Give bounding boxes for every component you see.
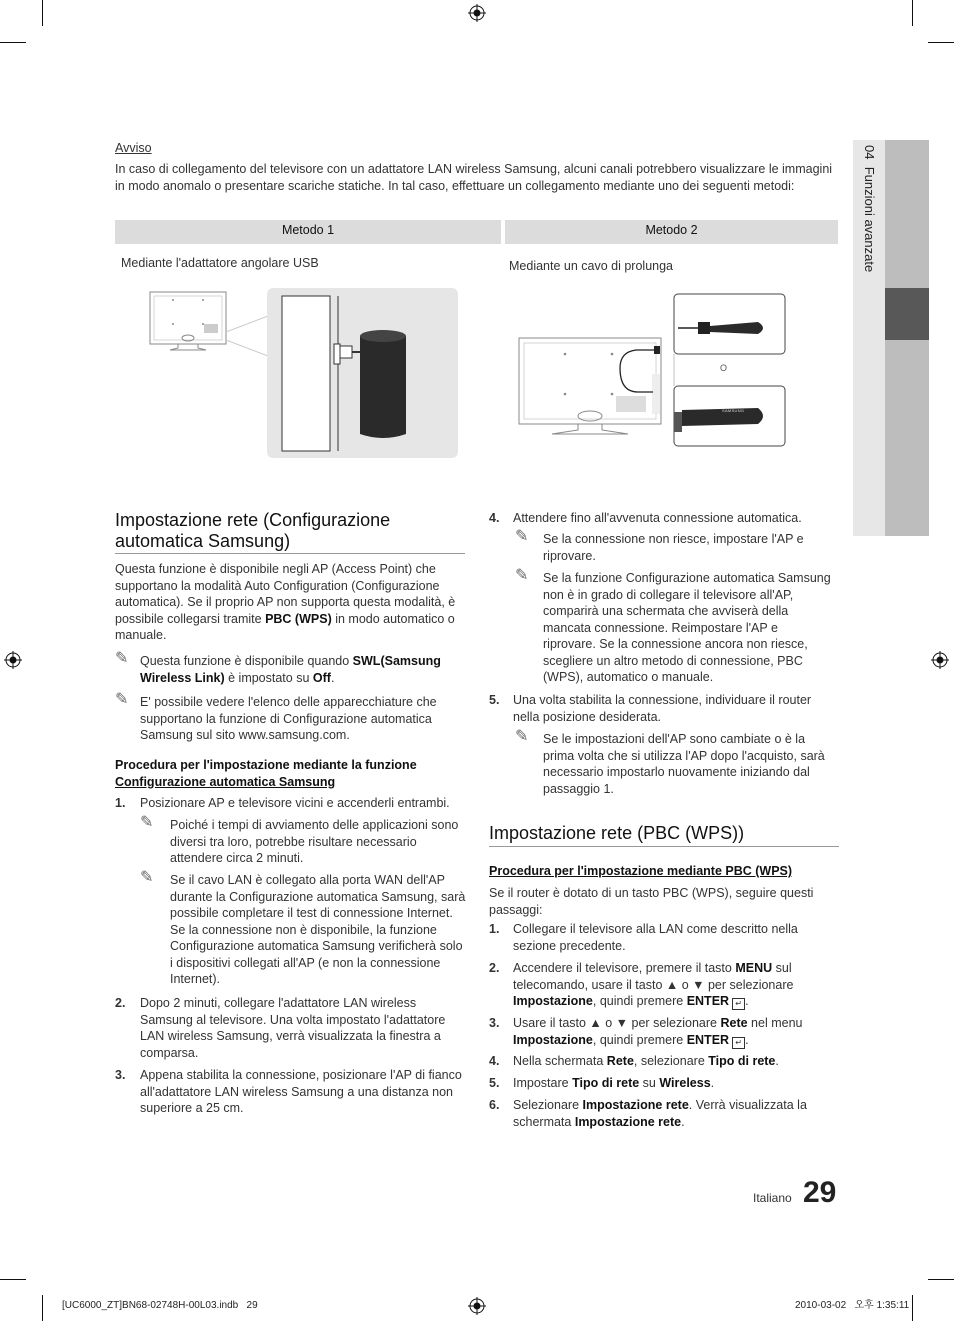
step-number: 6. — [489, 1098, 500, 1112]
step-number: 2. — [489, 961, 500, 975]
registration-mark-icon — [931, 651, 949, 669]
crop-mark — [42, 0, 43, 26]
enter-icon: ↵ — [732, 1037, 745, 1049]
heading-rule — [489, 846, 839, 847]
crop-mark — [0, 1279, 26, 1280]
footer-datetime: 2010-03-02 오후 1:35:11 — [795, 1300, 910, 1311]
step-number: 2. — [115, 996, 126, 1010]
step-1-note-2: Se il cavo LAN è collegato alla porta WAN dell'AP durante la Configurazione automatica Samsung, sarà possibile completare il test di connessione Internet. Se la connessione non è disponibile, la funzione Configurazione automatica Samsung verificherà solo i dispositivi collegati all'AP (e non la connessione Internet). — [170, 873, 466, 986]
pbc-step-4: Nella schermata Rete, selezionare Tipo di rete. — [513, 1054, 779, 1068]
sidebar-chapter-title: 04 Funzioni avanzate — [862, 145, 877, 273]
crop-mark — [928, 42, 954, 43]
pbc-step-6: Selezionare Impostazione rete. Verrà visualizzata la schermata Impostazione rete. — [513, 1098, 807, 1129]
pbc-step-3: Usare il tasto ▲ o ▼ per selezionare Rete nel menu Impostazione, quindi premere ENTER ↵ . — [513, 1016, 803, 1047]
method2-header: Metodo 2 — [505, 220, 838, 244]
step-number: 5. — [489, 693, 500, 707]
note-pencil-icon: ✎ — [515, 528, 529, 545]
heading-rule — [115, 553, 465, 554]
notice-body: In caso di collegamento del televisore con un adattatore LAN wireless Samsung, alcuni canali potrebbero visualizzare le immagini in modo anomalo o presentare scariche statiche. In tal caso, effettuare un collegamento mediante uno dei seguenti metodi: — [115, 162, 833, 193]
auto-config-heading: Impostazione rete (Configurazione automatica Samsung) — [115, 510, 391, 551]
step-5-note: Se le impostazioni dell'AP sono cambiate o è la prima volta che si utilizza l'AP dopo l'acquisto, sarà necessario impostarlo nuovamente iniziando dal passaggio 1. — [543, 732, 825, 796]
sidebar-band — [885, 140, 929, 288]
pbc-procedure-title: Procedura per l'impostazione mediante PBC (WPS) — [489, 864, 793, 878]
step-4-text: Attendere fino all'avvenuta connessione automatica. — [513, 511, 802, 525]
footer-file: [UC6000_ZT]BN68-02748H-00L03.indb 29 — [62, 1300, 258, 1311]
pbc-step-2: Accendere il televisore, premere il tasto MENU sul telecomando, usare il tasto ▲ o ▼ per selezionare Impostazione, quindi premere ENTER ↵ . — [513, 961, 794, 1008]
note-pencil-icon: ✎ — [140, 814, 154, 831]
step-3-text: Appena stabilita la connessione, posizionare l'AP di fianco all'adattatore LAN wireless Samsung a una distanza non superiore a 25 cm. — [140, 1068, 462, 1115]
note-pencil-icon: ✎ — [515, 728, 529, 745]
footer-language: Italiano — [753, 1191, 792, 1205]
registration-mark-icon — [468, 1297, 486, 1315]
pbc-step-5: Impostare Tipo di rete su Wireless. — [513, 1076, 715, 1090]
step-1-note-1: Poiché i tempi di avviamento delle applicazioni sono diversi tra loro, potrebbe risultare necessario attendere circa 2 minuti. — [170, 818, 459, 865]
usb-angle-adapter-illustration — [148, 286, 460, 460]
method2-description: Mediante un cavo di prolunga — [509, 259, 674, 273]
step-number: 3. — [115, 1068, 126, 1082]
extension-cable-illustration — [518, 292, 788, 452]
pbc-heading: Impostazione rete (PBC (WPS)) — [489, 823, 745, 843]
step-number: 4. — [489, 1054, 500, 1068]
note-pencil-icon: ✎ — [115, 650, 129, 667]
sidebar-band — [885, 340, 929, 536]
note-samsung-site: E' possibile vedere l'elenco delle apparecchiature che supportano la funzione di Configurazione automatica Samsung sul sito www.samsung.com. — [140, 695, 437, 742]
method1-description: Mediante l'adattatore angolare USB — [121, 256, 319, 270]
note-pencil-icon: ✎ — [115, 691, 129, 708]
step-5-text: Una volta stabilita la connessione, individuare il router nella posizione desiderata. — [513, 693, 812, 724]
step-2-text: Dopo 2 minuti, collegare l'adattatore LAN wireless Samsung al televisore. Una volta impostato l'adattatore LAN wireless Samsung, verrà visualizzata la finestra a comparsa. — [140, 996, 446, 1060]
notice-title: Avviso — [115, 141, 152, 155]
note-swl: Questa funzione è disponibile quando SWL(Samsung Wireless Link) è impostato su Off. — [140, 654, 441, 685]
sidebar-active-band — [885, 288, 929, 340]
step-number: 5. — [489, 1076, 500, 1090]
registration-mark-icon — [468, 4, 486, 22]
step-number: 1. — [115, 796, 126, 810]
step-4-note-1: Se la connessione non riesce, impostare l'AP e riprovare. — [543, 532, 804, 563]
crop-mark — [912, 0, 913, 26]
crop-mark — [0, 42, 26, 43]
crop-mark — [928, 1279, 954, 1280]
step-4-note-2: Se la funzione Configurazione automatica Samsung non è in grado di collegare il televisore all'AP, comparirà una schermata che avviserà della mancata connessione. Reimpostare l'AP e riprovare. Se la connessione ancora non riesce, scegliere un altro metodo di connessione, PBC (WPS), automatico o manuale. — [543, 571, 831, 684]
or-label: O — [720, 363, 728, 373]
auto-config-intro: Questa funzione è disponibile negli AP (Access Point) che supportano la modalità Auto Configuration (Configurazione automatica). Se il proprio AP non supporta questa modalità, è possibile collegarsi tramite PBC (WPS) in modo automatico o manuale. — [115, 562, 456, 642]
samsung-logo-label: SAMSUNG — [722, 408, 745, 413]
step-number: 1. — [489, 922, 500, 936]
note-pencil-icon: ✎ — [140, 869, 154, 886]
method1-header: Metodo 1 — [115, 220, 501, 244]
registration-mark-icon — [4, 651, 22, 669]
note-pencil-icon: ✎ — [515, 567, 529, 584]
step-1-text: Posizionare AP e televisore vicini e accenderli entrambi. — [140, 796, 450, 810]
step-number: 4. — [489, 511, 500, 525]
page-number: 29 — [803, 1176, 837, 1209]
enter-icon: ↵ — [732, 998, 745, 1010]
pbc-step-1: Collegare il televisore alla LAN come descritto nella sezione precedente. — [513, 922, 798, 953]
step-number: 3. — [489, 1016, 500, 1030]
crop-mark — [42, 1295, 43, 1321]
auto-config-procedure-title: Procedura per l'impostazione mediante la funzione Configurazione automatica Samsung — [115, 758, 417, 789]
pbc-intro: Se il router è dotato di un tasto PBC (WPS), seguire questi passaggi: — [489, 886, 814, 917]
crop-mark — [912, 1295, 913, 1321]
